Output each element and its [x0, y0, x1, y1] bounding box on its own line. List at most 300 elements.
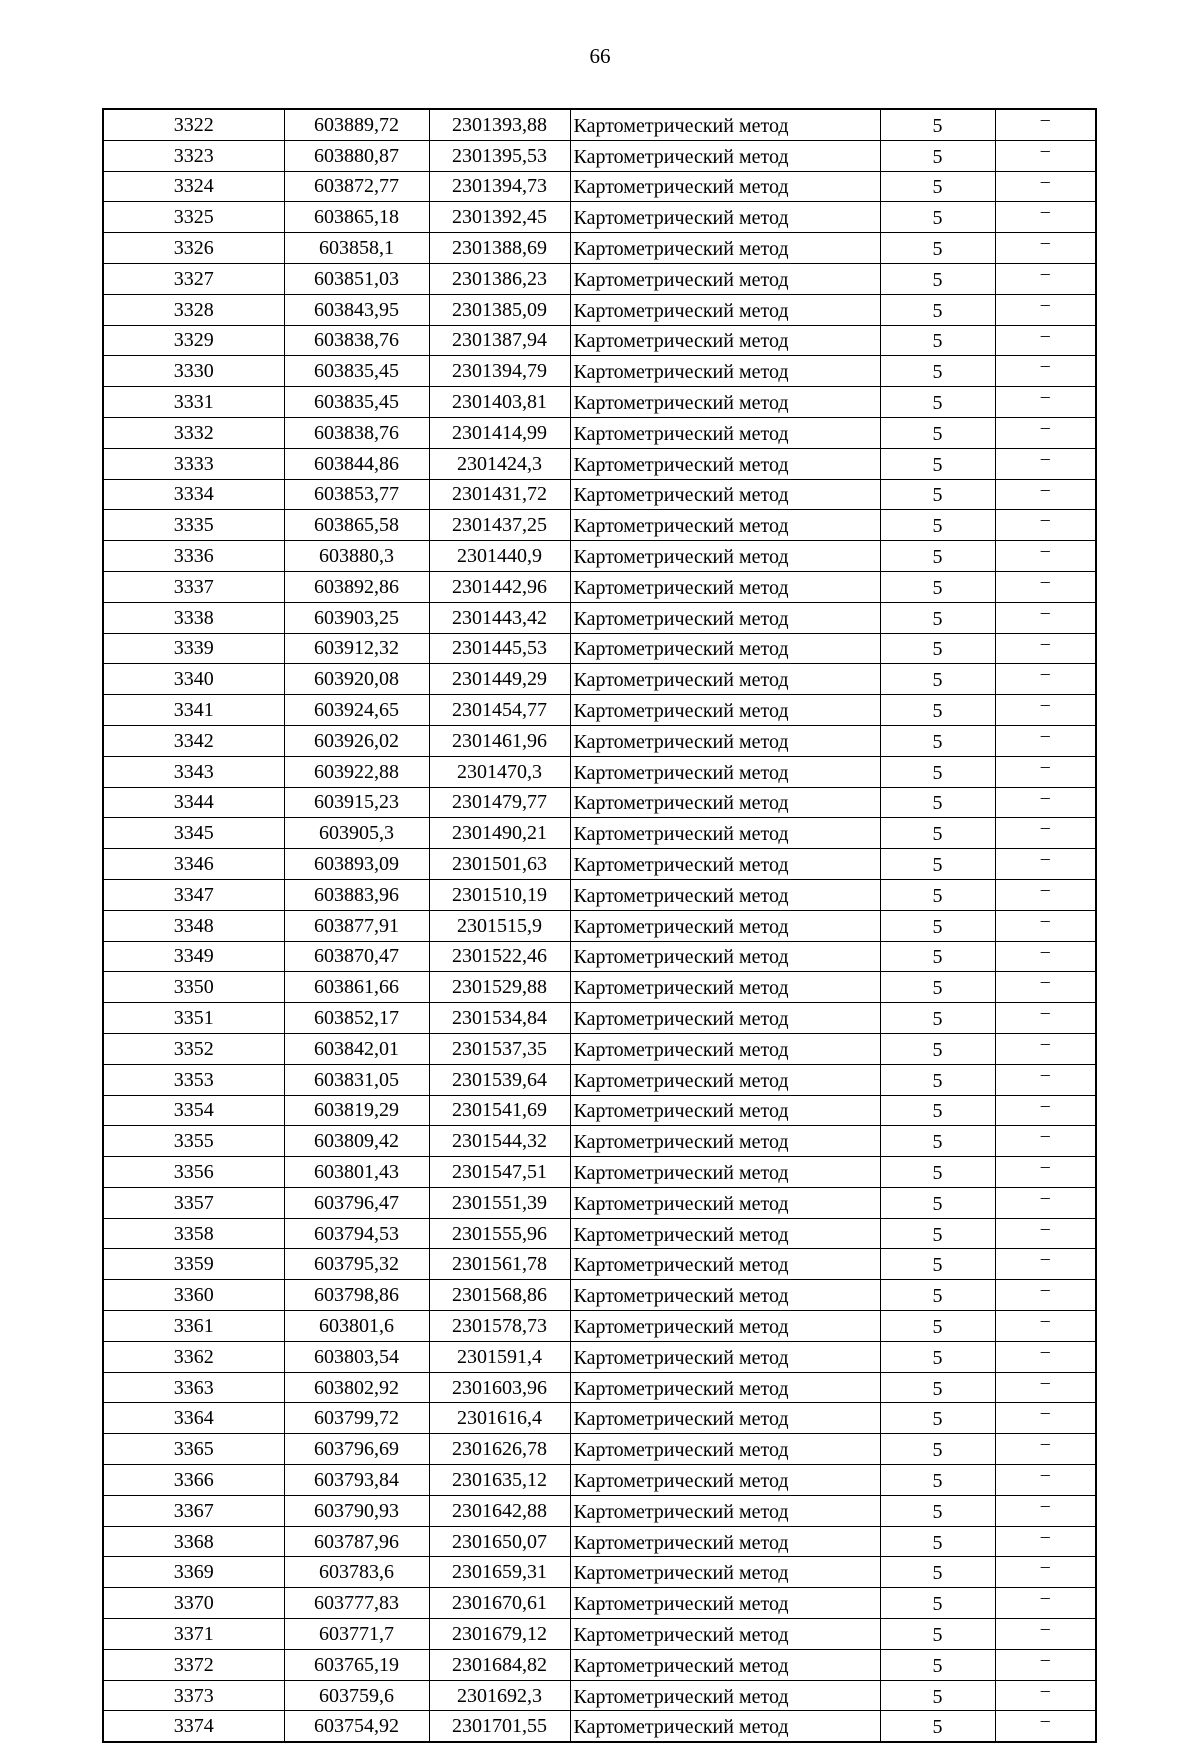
method-cell: Картометрический метод	[570, 171, 880, 202]
point-number-cell: 3340	[103, 664, 284, 695]
note-cell: –	[995, 756, 1096, 787]
x-coordinate-cell: 603801,6	[284, 1311, 429, 1342]
x-coordinate-cell: 603858,1	[284, 233, 429, 264]
note-cell: –	[995, 356, 1096, 387]
method-cell: Картометрический метод	[570, 356, 880, 387]
accuracy-cell: 5	[880, 972, 995, 1003]
method-cell: Картометрический метод	[570, 941, 880, 972]
method-cell: Картометрический метод	[570, 695, 880, 726]
y-coordinate-cell: 2301387,94	[429, 325, 570, 356]
point-number-cell: 3325	[103, 202, 284, 233]
y-coordinate-cell: 2301692,3	[429, 1680, 570, 1711]
y-coordinate-cell: 2301544,32	[429, 1126, 570, 1157]
accuracy-cell: 5	[880, 756, 995, 787]
point-number-cell: 3342	[103, 725, 284, 756]
table-row	[103, 1126, 1096, 1157]
table-row	[103, 1064, 1096, 1095]
y-coordinate-cell: 2301394,73	[429, 171, 570, 202]
point-number-cell: 3333	[103, 448, 284, 479]
note-cell: –	[995, 1711, 1096, 1742]
y-coordinate-cell: 2301445,53	[429, 633, 570, 664]
x-coordinate-cell: 603765,19	[284, 1649, 429, 1680]
point-number-cell: 3353	[103, 1064, 284, 1095]
point-number-cell: 3352	[103, 1033, 284, 1064]
note-cell: –	[995, 941, 1096, 972]
accuracy-cell: 5	[880, 1465, 995, 1496]
note-cell: –	[995, 1649, 1096, 1680]
y-coordinate-cell: 2301501,63	[429, 849, 570, 880]
method-cell: Картометрический метод	[570, 1064, 880, 1095]
method-cell: Картометрический метод	[570, 756, 880, 787]
accuracy-cell: 5	[880, 541, 995, 572]
method-cell: Картометрический метод	[570, 541, 880, 572]
y-coordinate-cell: 2301561,78	[429, 1249, 570, 1280]
accuracy-cell: 5	[880, 1003, 995, 1034]
accuracy-cell: 5	[880, 1495, 995, 1526]
point-number-cell: 3366	[103, 1465, 284, 1496]
point-number-cell: 3363	[103, 1372, 284, 1403]
method-cell: Картометрический метод	[570, 725, 880, 756]
note-cell: –	[995, 725, 1096, 756]
note-cell: –	[995, 541, 1096, 572]
note-cell: –	[995, 233, 1096, 264]
y-coordinate-cell: 2301534,84	[429, 1003, 570, 1034]
note-cell: –	[995, 818, 1096, 849]
method-cell: Картометрический метод	[570, 1218, 880, 1249]
note-cell: –	[995, 1003, 1096, 1034]
method-cell: Картометрический метод	[570, 325, 880, 356]
method-cell: Картометрический метод	[570, 1033, 880, 1064]
point-number-cell: 3369	[103, 1557, 284, 1588]
method-cell: Картометрический метод	[570, 202, 880, 233]
table-row	[103, 725, 1096, 756]
accuracy-cell: 5	[880, 1280, 995, 1311]
table-row	[103, 1187, 1096, 1218]
x-coordinate-cell: 603883,96	[284, 879, 429, 910]
method-cell: Картометрический метод	[570, 294, 880, 325]
x-coordinate-cell: 603790,93	[284, 1495, 429, 1526]
table-row	[103, 1588, 1096, 1619]
table-row	[103, 387, 1096, 418]
point-number-cell: 3322	[103, 109, 284, 140]
y-coordinate-cell: 2301510,19	[429, 879, 570, 910]
page-number: 66	[589, 44, 611, 68]
note-cell: –	[995, 202, 1096, 233]
method-cell: Картометрический метод	[570, 972, 880, 1003]
x-coordinate-cell: 603924,65	[284, 695, 429, 726]
method-cell: Картометрический метод	[570, 510, 880, 541]
table-row	[103, 602, 1096, 633]
x-coordinate-cell: 603880,87	[284, 140, 429, 171]
table-row	[103, 140, 1096, 171]
y-coordinate-cell: 2301603,96	[429, 1372, 570, 1403]
note-cell: –	[995, 1095, 1096, 1126]
x-coordinate-cell: 603844,86	[284, 448, 429, 479]
method-cell: Картометрический метод	[570, 417, 880, 448]
x-coordinate-cell: 603771,7	[284, 1619, 429, 1650]
table-row	[103, 1526, 1096, 1557]
point-number-cell: 3374	[103, 1711, 284, 1742]
note-cell: –	[995, 1157, 1096, 1188]
table-row	[103, 1619, 1096, 1650]
x-coordinate-cell: 603838,76	[284, 417, 429, 448]
point-number-cell: 3327	[103, 263, 284, 294]
note-cell: –	[995, 1526, 1096, 1557]
x-coordinate-cell: 603754,92	[284, 1711, 429, 1742]
table-row	[103, 325, 1096, 356]
method-cell: Картометрический метод	[570, 1311, 880, 1342]
point-number-cell: 3365	[103, 1434, 284, 1465]
coordinates-table	[102, 108, 1097, 1743]
x-coordinate-cell: 603870,47	[284, 941, 429, 972]
table-row	[103, 571, 1096, 602]
table-row	[103, 1465, 1096, 1496]
note-cell: –	[995, 972, 1096, 1003]
point-number-cell: 3360	[103, 1280, 284, 1311]
method-cell: Картометрический метод	[570, 1649, 880, 1680]
note-cell: –	[995, 109, 1096, 140]
method-cell: Картометрический метод	[570, 387, 880, 418]
x-coordinate-cell: 603777,83	[284, 1588, 429, 1619]
coordinates-table-body	[103, 109, 1096, 1742]
method-cell: Картометрический метод	[570, 1619, 880, 1650]
point-number-cell: 3346	[103, 849, 284, 880]
point-number-cell: 3326	[103, 233, 284, 264]
point-number-cell: 3358	[103, 1218, 284, 1249]
note-cell: –	[995, 879, 1096, 910]
table-row	[103, 664, 1096, 695]
method-cell: Картометрический метод	[570, 787, 880, 818]
table-row	[103, 1372, 1096, 1403]
y-coordinate-cell: 2301670,61	[429, 1588, 570, 1619]
point-number-cell: 3337	[103, 571, 284, 602]
method-cell: Картометрический метод	[570, 1711, 880, 1742]
table-row	[103, 479, 1096, 510]
note-cell: –	[995, 510, 1096, 541]
note-cell: –	[995, 1619, 1096, 1650]
x-coordinate-cell: 603843,95	[284, 294, 429, 325]
method-cell: Картометрический метод	[570, 1187, 880, 1218]
accuracy-cell: 5	[880, 695, 995, 726]
y-coordinate-cell: 2301659,31	[429, 1557, 570, 1588]
table-row	[103, 1280, 1096, 1311]
method-cell: Картометрический метод	[570, 910, 880, 941]
point-number-cell: 3357	[103, 1187, 284, 1218]
y-coordinate-cell: 2301522,46	[429, 941, 570, 972]
method-cell: Картометрический метод	[570, 571, 880, 602]
y-coordinate-cell: 2301385,09	[429, 294, 570, 325]
x-coordinate-cell: 603803,54	[284, 1341, 429, 1372]
accuracy-cell: 5	[880, 1187, 995, 1218]
point-number-cell: 3324	[103, 171, 284, 202]
table-row	[103, 1403, 1096, 1434]
y-coordinate-cell: 2301393,88	[429, 109, 570, 140]
y-coordinate-cell: 2301442,96	[429, 571, 570, 602]
x-coordinate-cell: 603835,45	[284, 356, 429, 387]
point-number-cell: 3361	[103, 1311, 284, 1342]
note-cell: –	[995, 1280, 1096, 1311]
note-cell: –	[995, 910, 1096, 941]
note-cell: –	[995, 1465, 1096, 1496]
note-cell: –	[995, 1311, 1096, 1342]
accuracy-cell: 5	[880, 448, 995, 479]
table-row	[103, 1434, 1096, 1465]
note-cell: –	[995, 1495, 1096, 1526]
accuracy-cell: 5	[880, 1341, 995, 1372]
y-coordinate-cell: 2301529,88	[429, 972, 570, 1003]
accuracy-cell: 5	[880, 387, 995, 418]
method-cell: Картометрический метод	[570, 1434, 880, 1465]
x-coordinate-cell: 603831,05	[284, 1064, 429, 1095]
note-cell: –	[995, 787, 1096, 818]
point-number-cell: 3332	[103, 417, 284, 448]
table-row	[103, 356, 1096, 387]
accuracy-cell: 5	[880, 510, 995, 541]
point-number-cell: 3350	[103, 972, 284, 1003]
note-cell: –	[995, 1249, 1096, 1280]
y-coordinate-cell: 2301443,42	[429, 602, 570, 633]
note-cell: –	[995, 664, 1096, 695]
method-cell: Картометрический метод	[570, 1495, 880, 1526]
table-row	[103, 1311, 1096, 1342]
note-cell: –	[995, 448, 1096, 479]
accuracy-cell: 5	[880, 910, 995, 941]
accuracy-cell: 5	[880, 879, 995, 910]
point-number-cell: 3364	[103, 1403, 284, 1434]
point-number-cell: 3338	[103, 602, 284, 633]
y-coordinate-cell: 2301454,77	[429, 695, 570, 726]
table-row	[103, 1003, 1096, 1034]
y-coordinate-cell: 2301440,9	[429, 541, 570, 572]
x-coordinate-cell: 603903,25	[284, 602, 429, 633]
accuracy-cell: 5	[880, 1218, 995, 1249]
accuracy-cell: 5	[880, 1095, 995, 1126]
x-coordinate-cell: 603802,92	[284, 1372, 429, 1403]
x-coordinate-cell: 603926,02	[284, 725, 429, 756]
x-coordinate-cell: 603880,3	[284, 541, 429, 572]
note-cell: –	[995, 387, 1096, 418]
method-cell: Картометрический метод	[570, 664, 880, 695]
y-coordinate-cell: 2301635,12	[429, 1465, 570, 1496]
y-coordinate-cell: 2301547,51	[429, 1157, 570, 1188]
x-coordinate-cell: 603915,23	[284, 787, 429, 818]
note-cell: –	[995, 1126, 1096, 1157]
method-cell: Картометрический метод	[570, 233, 880, 264]
method-cell: Картометрический метод	[570, 1465, 880, 1496]
method-cell: Картометрический метод	[570, 109, 880, 140]
y-coordinate-cell: 2301626,78	[429, 1434, 570, 1465]
table-row	[103, 263, 1096, 294]
table-row	[103, 510, 1096, 541]
x-coordinate-cell: 603842,01	[284, 1033, 429, 1064]
note-cell: –	[995, 571, 1096, 602]
point-number-cell: 3368	[103, 1526, 284, 1557]
method-cell: Картометрический метод	[570, 140, 880, 171]
table-row	[103, 787, 1096, 818]
point-number-cell: 3367	[103, 1495, 284, 1526]
accuracy-cell: 5	[880, 633, 995, 664]
accuracy-cell: 5	[880, 1403, 995, 1434]
x-coordinate-cell: 603799,72	[284, 1403, 429, 1434]
accuracy-cell: 5	[880, 1064, 995, 1095]
method-cell: Картометрический метод	[570, 263, 880, 294]
accuracy-cell: 5	[880, 263, 995, 294]
x-coordinate-cell: 603794,53	[284, 1218, 429, 1249]
accuracy-cell: 5	[880, 325, 995, 356]
x-coordinate-cell: 603912,32	[284, 633, 429, 664]
y-coordinate-cell: 2301591,4	[429, 1341, 570, 1372]
x-coordinate-cell: 603922,88	[284, 756, 429, 787]
note-cell: –	[995, 325, 1096, 356]
y-coordinate-cell: 2301568,86	[429, 1280, 570, 1311]
table-row	[103, 695, 1096, 726]
accuracy-cell: 5	[880, 1649, 995, 1680]
y-coordinate-cell: 2301414,99	[429, 417, 570, 448]
point-number-cell: 3343	[103, 756, 284, 787]
x-coordinate-cell: 603809,42	[284, 1126, 429, 1157]
note-cell: –	[995, 1341, 1096, 1372]
y-coordinate-cell: 2301642,88	[429, 1495, 570, 1526]
accuracy-cell: 5	[880, 356, 995, 387]
point-number-cell: 3323	[103, 140, 284, 171]
note-cell: –	[995, 1372, 1096, 1403]
note-cell: –	[995, 695, 1096, 726]
accuracy-cell: 5	[880, 202, 995, 233]
point-number-cell: 3334	[103, 479, 284, 510]
y-coordinate-cell: 2301449,29	[429, 664, 570, 695]
accuracy-cell: 5	[880, 1372, 995, 1403]
accuracy-cell: 5	[880, 1311, 995, 1342]
note-cell: –	[995, 1064, 1096, 1095]
method-cell: Картометрический метод	[570, 879, 880, 910]
table-row	[103, 417, 1096, 448]
y-coordinate-cell: 2301679,12	[429, 1619, 570, 1650]
note-cell: –	[995, 1033, 1096, 1064]
accuracy-cell: 5	[880, 849, 995, 880]
table-row	[103, 1495, 1096, 1526]
accuracy-cell: 5	[880, 1126, 995, 1157]
note-cell: –	[995, 417, 1096, 448]
method-cell: Картометрический метод	[570, 1588, 880, 1619]
accuracy-cell: 5	[880, 725, 995, 756]
y-coordinate-cell: 2301424,3	[429, 448, 570, 479]
x-coordinate-cell: 603796,47	[284, 1187, 429, 1218]
point-number-cell: 3370	[103, 1588, 284, 1619]
accuracy-cell: 5	[880, 1434, 995, 1465]
x-coordinate-cell: 603835,45	[284, 387, 429, 418]
table-row	[103, 1157, 1096, 1188]
x-coordinate-cell: 603889,72	[284, 109, 429, 140]
point-number-cell: 3355	[103, 1126, 284, 1157]
x-coordinate-cell: 603795,32	[284, 1249, 429, 1280]
method-cell: Картометрический метод	[570, 1557, 880, 1588]
point-number-cell: 3348	[103, 910, 284, 941]
y-coordinate-cell: 2301388,69	[429, 233, 570, 264]
y-coordinate-cell: 2301395,53	[429, 140, 570, 171]
accuracy-cell: 5	[880, 171, 995, 202]
table-row	[103, 1557, 1096, 1588]
table-row	[103, 818, 1096, 849]
accuracy-cell: 5	[880, 1033, 995, 1064]
point-number-cell: 3354	[103, 1095, 284, 1126]
point-number-cell: 3328	[103, 294, 284, 325]
point-number-cell: 3344	[103, 787, 284, 818]
method-cell: Картометрический метод	[570, 818, 880, 849]
method-cell: Картометрический метод	[570, 849, 880, 880]
y-coordinate-cell: 2301551,39	[429, 1187, 570, 1218]
x-coordinate-cell: 603819,29	[284, 1095, 429, 1126]
table-row	[103, 1249, 1096, 1280]
note-cell: –	[995, 294, 1096, 325]
point-number-cell: 3339	[103, 633, 284, 664]
accuracy-cell: 5	[880, 1711, 995, 1742]
table-row	[103, 294, 1096, 325]
note-cell: –	[995, 1434, 1096, 1465]
table-row	[103, 109, 1096, 140]
accuracy-cell: 5	[880, 233, 995, 264]
y-coordinate-cell: 2301392,45	[429, 202, 570, 233]
note-cell: –	[995, 1403, 1096, 1434]
x-coordinate-cell: 603793,84	[284, 1465, 429, 1496]
accuracy-cell: 5	[880, 294, 995, 325]
y-coordinate-cell: 2301541,69	[429, 1095, 570, 1126]
x-coordinate-cell: 603801,43	[284, 1157, 429, 1188]
point-number-cell: 3372	[103, 1649, 284, 1680]
accuracy-cell: 5	[880, 1157, 995, 1188]
point-number-cell: 3362	[103, 1341, 284, 1372]
point-number-cell: 3347	[103, 879, 284, 910]
accuracy-cell: 5	[880, 1557, 995, 1588]
y-coordinate-cell: 2301461,96	[429, 725, 570, 756]
accuracy-cell: 5	[880, 571, 995, 602]
x-coordinate-cell: 603865,58	[284, 510, 429, 541]
accuracy-cell: 5	[880, 479, 995, 510]
point-number-cell: 3356	[103, 1157, 284, 1188]
point-number-cell: 3373	[103, 1680, 284, 1711]
y-coordinate-cell: 2301470,3	[429, 756, 570, 787]
method-cell: Картометрический метод	[570, 1249, 880, 1280]
table-row	[103, 910, 1096, 941]
table-row	[103, 1033, 1096, 1064]
table-row	[103, 541, 1096, 572]
accuracy-cell: 5	[880, 109, 995, 140]
point-number-cell: 3330	[103, 356, 284, 387]
point-number-cell: 3351	[103, 1003, 284, 1034]
note-cell: –	[995, 1187, 1096, 1218]
x-coordinate-cell: 603852,17	[284, 1003, 429, 1034]
x-coordinate-cell: 603892,86	[284, 571, 429, 602]
note-cell: –	[995, 140, 1096, 171]
y-coordinate-cell: 2301539,64	[429, 1064, 570, 1095]
accuracy-cell: 5	[880, 664, 995, 695]
note-cell: –	[995, 849, 1096, 880]
point-number-cell: 3336	[103, 541, 284, 572]
table-row	[103, 1711, 1096, 1742]
table-row	[103, 849, 1096, 880]
y-coordinate-cell: 2301578,73	[429, 1311, 570, 1342]
note-cell: –	[995, 1218, 1096, 1249]
method-cell: Картометрический метод	[570, 1157, 880, 1188]
x-coordinate-cell: 603783,6	[284, 1557, 429, 1588]
method-cell: Картометрический метод	[570, 1526, 880, 1557]
table-row	[103, 1341, 1096, 1372]
y-coordinate-cell: 2301555,96	[429, 1218, 570, 1249]
accuracy-cell: 5	[880, 417, 995, 448]
note-cell: –	[995, 1588, 1096, 1619]
method-cell: Картометрический метод	[570, 1003, 880, 1034]
table-row	[103, 633, 1096, 664]
table-row	[103, 756, 1096, 787]
